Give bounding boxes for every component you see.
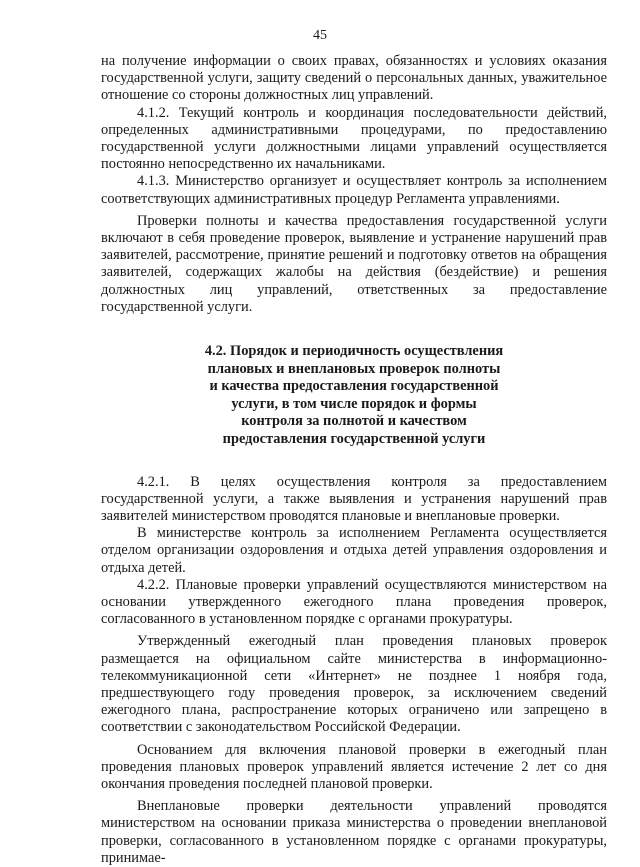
paragraph-plan-basis: Основанием для включения плановой проверки в ежегодный план проведения плановых проверок управлений является истечение 2 лет со дня окончания проведения последней плановой проверки. xyxy=(101,741,607,793)
paragraph-annual-plan: Утвержденный ежегодный план проведения плановых проверок размещается на официальном сайте министерства в информационно-телекоммуникационной сети «Интернет» не позднее 1 ноября года, предшествующего году проведения проверок, за исключением сведений ежегодного плана, распространение которых ограничено или запрещено в соответствии с законодательством Российской Федерации. xyxy=(101,633,607,736)
paragraph-4-1-2: 4.1.2. Текущий контроль и координация последовательности действий, определенных административными процедурами, по предоставлению государственной услуги должностными лицами управлений осуществляется постоянно непосредственно их начальниками. xyxy=(101,104,607,173)
document-body xyxy=(101,53,607,867)
section-heading-4-2 xyxy=(101,343,607,449)
heading-line: контроля за полнотой и качеством xyxy=(241,413,467,430)
heading-line: плановых и внеплановых проверок полноты xyxy=(207,360,501,377)
paragraph-checks-scope: Проверки полноты и качества предоставления государственной услуги включают в себя проведение проверок, выявление и устранение нарушений прав заявителей, рассмотрение, принятие решений и подготовку ответов на обращения заявителей, содержащих жалобы на действия (бездействие) и решения должностных лиц управлений, ответственных за предоставление государственной услуги. xyxy=(101,212,607,315)
page-number: 45 xyxy=(313,28,327,43)
heading-line: предоставления государственной услуги xyxy=(222,431,486,448)
paragraph-4-1-3: 4.1.3. Министерство организует и осуществляет контроль за исполнением соответствующих административных процедур Регламента управлениями. xyxy=(101,173,607,207)
heading-line: 4.2. Порядок и периодичность осуществления xyxy=(204,343,504,360)
heading-line: услуги, в том числе порядок и формы xyxy=(231,395,477,412)
heading-line: и качества предоставления государственной xyxy=(209,378,499,395)
paragraph-control-department: В министерстве контроль за исполнением Регламента осуществляется отделом организации оздоровления и отдыха детей управления оздоровления и отдыха детей. xyxy=(101,525,607,576)
paragraph-continuation: на получение информации о своих правах, обязанностях и условиях оказания государственной услуги, защиту сведений о персональных данных, уважительное отношение со стороны должностных лиц управлений. xyxy=(101,53,607,104)
paragraph-4-2-2: 4.2.2. Плановые проверки управлений осуществляются министерством на основании утвержденного ежегодного плана проведения проверок, согласованного в установленном порядке с органами прокуратуры. xyxy=(101,576,607,628)
paragraph-unscheduled-checks: Внеплановые проверки деятельности управлений проводятся министерством на основании приказа министерства о проведении внеплановой проверки, согласованного в установленном порядке с органами прокуратуры, принимае- xyxy=(101,798,607,866)
paragraph-4-2-1: 4.2.1. В целях осуществления контроля за предоставлением государственной услуги, а также выявления и устранения нарушений прав заявителей министерством проводятся плановые и внеплановые проверки. xyxy=(101,473,607,525)
